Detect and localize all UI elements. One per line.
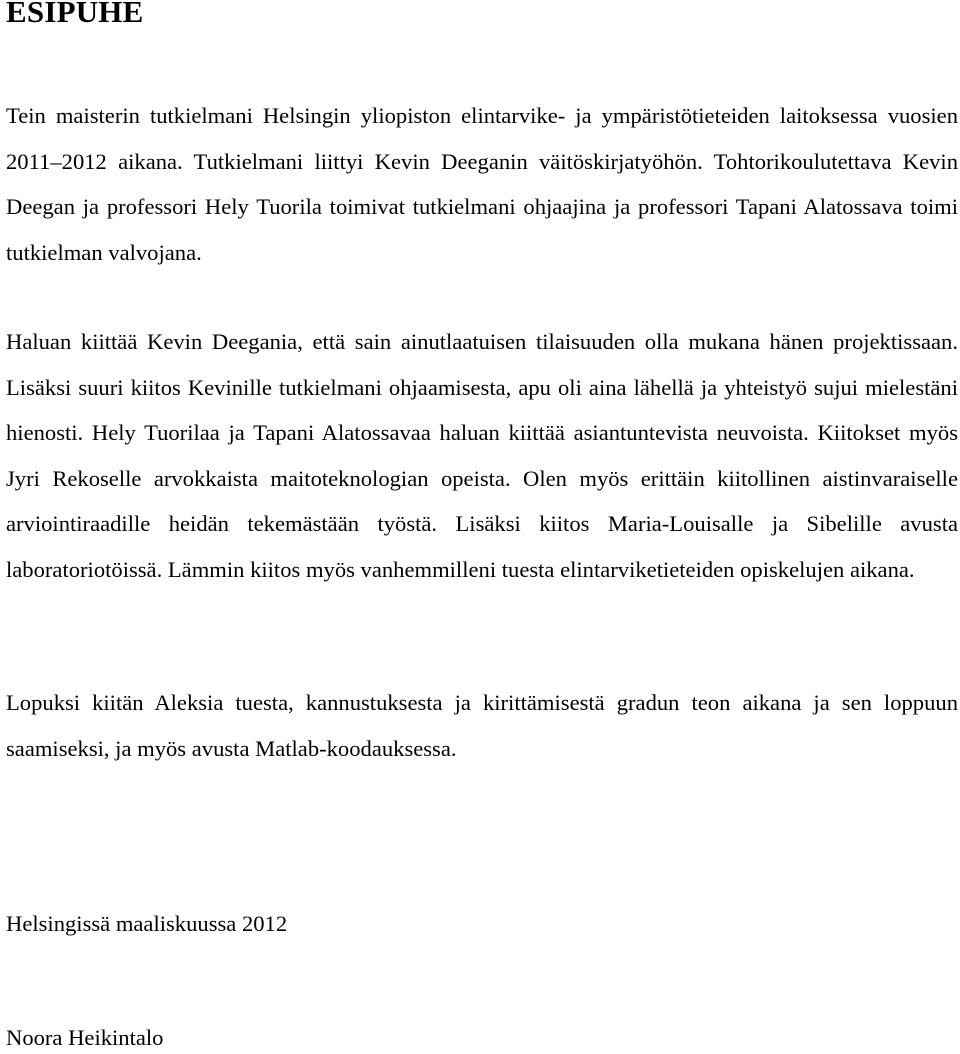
author-signature: Noora Heikintalo (6, 1025, 164, 1050)
paragraph-closing: Lopuksi kiitän Aleksia tuesta, kannustuksesta ja kirittämisestä gradun teon aikana ja sen loppuun saamiseksi, ja myös avusta Matlab-koodauksessa. (6, 690, 958, 761)
page-title: ESIPUHE (6, 0, 144, 29)
paragraph-intro: Tein maisterin tutkielmani Helsingin yliopiston elintarvike- ja ympäristötieteiden laitoksessa vuosien 2011–2012 aikana. Tutkielmani liittyi Kevin Deeganin väitöskirjatyöhön. Tohtorikoulutettava Kevin Deegan ja professori Hely Tuorila toimivat tutkielmani ohjaajina ja professori Tapani Alatossava toimi tutkielman valvojana. (6, 103, 958, 265)
place-and-date: Helsingissä maaliskuussa 2012 (6, 911, 288, 936)
paragraph-acknowledgements: Haluan kiittää Kevin Deegania, että sain ainutlaatuisen tilaisuuden olla mukana hänen projektissaan. Lisäksi suuri kiitos Kevinille tutkielmani ohjaamisesta, apu oli aina lähellä ja yhteistyö sujui mielestäni hienosti. Hely Tuorilaa ja Tapani Alatossavaa haluan kiittää asiantuntevista neuvoista. Kiitokset myös Jyri Rekoselle arvokkaista maitoteknologian opeista. Olen myös erittäin kiitollinen aistinvaraiselle arviointiraadille heidän tekemästään työstä. Lisäksi kiitos Maria-Louisalle ja Sibelille avusta laboratoriotöissä. Lämmin kiitos myös vanhemmilleni tuesta elintarviketieteiden opiskelujen aikana. (6, 329, 958, 582)
